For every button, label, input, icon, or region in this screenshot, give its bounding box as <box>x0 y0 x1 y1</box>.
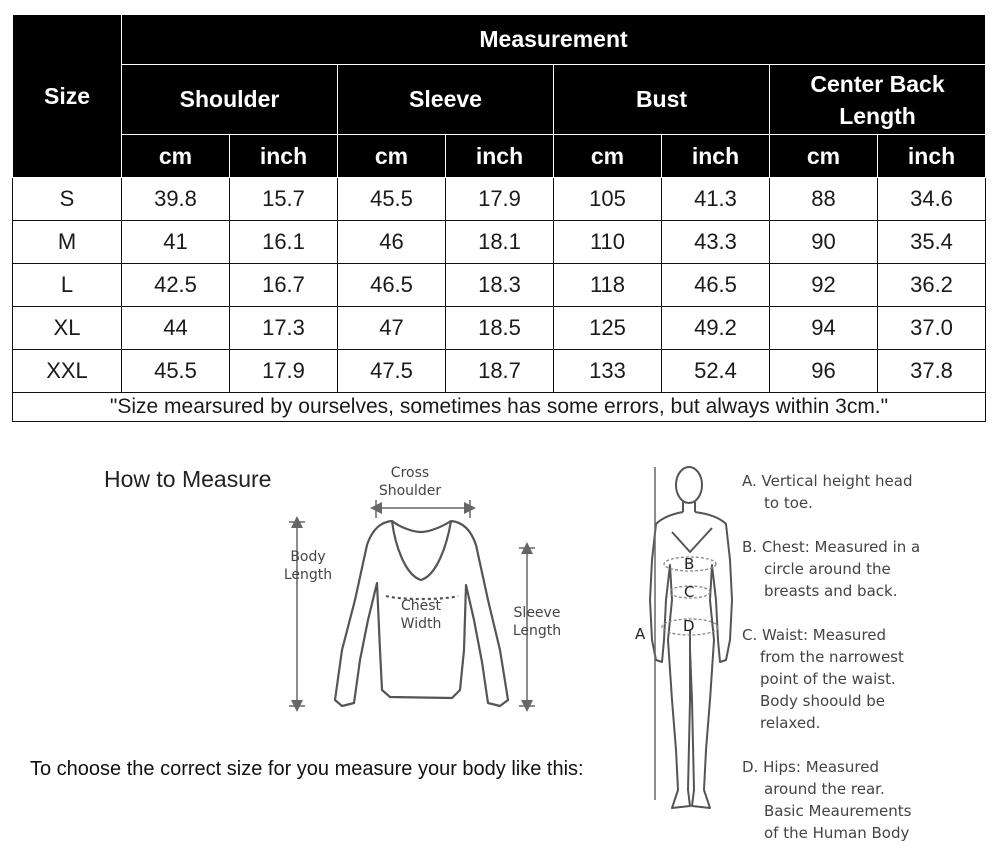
table-note: "Size mearsured by ourselves, sometimes has some errors, but always within 3cm." <box>13 393 986 422</box>
cross-shoulder-label-line-2: Shoulder <box>378 483 442 499</box>
value-cell: 118 <box>554 264 662 307</box>
legend-d-line: D. Hips: Measured <box>742 758 879 776</box>
figure-letter-c: C <box>684 583 695 601</box>
measurement-header: Measurement <box>122 15 986 65</box>
value-cell: 39.8 <box>122 178 230 221</box>
unit-cm-header: cm <box>554 135 662 178</box>
value-cell: 41.3 <box>662 178 770 221</box>
how-to-measure-title: How to Measure <box>104 466 272 492</box>
legend-c-line: point of the waist. <box>760 670 896 688</box>
size-cell: XXL <box>13 350 122 393</box>
legend-c-line: relaxed. <box>760 714 821 732</box>
legend-d-line: Basic Meaurements <box>764 802 912 820</box>
size-cell: L <box>13 264 122 307</box>
cross-shoulder-label-line-1: Cross <box>390 465 430 481</box>
value-cell: 46.5 <box>662 264 770 307</box>
size-header: Size <box>13 15 122 178</box>
value-cell: 18.5 <box>446 307 554 350</box>
size-cell: S <box>13 178 122 221</box>
unit-cm-header: cm <box>770 135 878 178</box>
figure-letter-a: A <box>635 625 646 643</box>
size-cell: XL <box>13 307 122 350</box>
legend-d-line: around the rear. <box>764 780 885 798</box>
value-cell: 49.2 <box>662 307 770 350</box>
value-cell: 43.3 <box>662 221 770 264</box>
legend-item-a <box>742 470 957 514</box>
bust-header: Bust <box>554 65 770 135</box>
value-cell: 88 <box>770 178 878 221</box>
value-cell: 94 <box>770 307 878 350</box>
legend-d-line: of the Human Body <box>764 824 910 842</box>
value-cell: 125 <box>554 307 662 350</box>
value-cell: 37.8 <box>878 350 986 393</box>
legend-a-line: A. Vertical height head <box>742 472 913 490</box>
value-cell: 90 <box>770 221 878 264</box>
cross-shoulder-line <box>376 500 470 518</box>
unit-inch-header: inch <box>662 135 770 178</box>
figure-letter-b: B <box>684 555 695 573</box>
value-cell: 110 <box>554 221 662 264</box>
value-cell: 46 <box>338 221 446 264</box>
human-figure-illustration <box>650 467 732 808</box>
value-cell: 133 <box>554 350 662 393</box>
unit-inch-header: inch <box>446 135 554 178</box>
value-cell: 18.7 <box>446 350 554 393</box>
body-length-label-line-1: Body <box>290 549 326 565</box>
figure-letter-d: D <box>683 617 695 635</box>
value-cell: 18.3 <box>446 264 554 307</box>
sleeve-length-label-line-1: Sleeve <box>513 605 561 621</box>
value-cell: 36.2 <box>878 264 986 307</box>
value-cell: 41 <box>122 221 230 264</box>
sleeve-length-label <box>505 604 569 640</box>
value-cell: 16.1 <box>230 221 338 264</box>
value-cell: 92 <box>770 264 878 307</box>
value-cell: 34.6 <box>878 178 986 221</box>
shoulder-header: Shoulder <box>122 65 338 135</box>
chest-width-label <box>391 597 451 633</box>
unit-inch-header: inch <box>230 135 338 178</box>
value-cell: 17.9 <box>230 350 338 393</box>
chest-width-label-line-2: Width <box>400 616 442 632</box>
unit-cm-header: cm <box>122 135 230 178</box>
legend-c-line: Body shoould be <box>760 692 886 710</box>
legend-b-line: B. Chest: Measured in a <box>742 538 921 556</box>
value-cell: 37.0 <box>878 307 986 350</box>
body-length-label <box>278 548 338 584</box>
value-cell: 18.1 <box>446 221 554 264</box>
value-cell: 42.5 <box>122 264 230 307</box>
legend-item-d <box>742 756 957 844</box>
sleeve-header: Sleeve <box>338 65 554 135</box>
value-cell: 35.4 <box>878 221 986 264</box>
sleeve-length-label-line-2: Length <box>512 623 562 639</box>
value-cell: 15.7 <box>230 178 338 221</box>
legend-item-b <box>742 536 957 602</box>
value-cell: 46.5 <box>338 264 446 307</box>
value-cell: 96 <box>770 350 878 393</box>
value-cell: 17.3 <box>230 307 338 350</box>
value-cell: 52.4 <box>662 350 770 393</box>
legend-c-line: from the narrowest <box>760 648 904 666</box>
unit-inch-header: inch <box>878 135 986 178</box>
center-back-length-label: Center Back Length <box>810 70 945 129</box>
value-cell: 47 <box>338 307 446 350</box>
unit-cm-header: cm <box>338 135 446 178</box>
value-cell: 45.5 <box>338 178 446 221</box>
body-length-label-line-2: Length <box>283 567 333 583</box>
cross-shoulder-label <box>378 464 442 500</box>
legend-b-line: breasts and back. <box>764 582 898 600</box>
legend-item-c <box>742 624 957 734</box>
value-cell: 44 <box>122 307 230 350</box>
value-cell: 17.9 <box>446 178 554 221</box>
legend-b-line: circle around the <box>764 560 891 578</box>
value-cell: 105 <box>554 178 662 221</box>
value-cell: 16.7 <box>230 264 338 307</box>
instruction-text: To choose the correct size for you measure your body like this: <box>30 758 584 780</box>
value-cell: 47.5 <box>338 350 446 393</box>
legend-a-line: to toe. <box>764 494 813 512</box>
size-cell: M <box>13 221 122 264</box>
legend-c-line: C. Waist: Measured <box>742 626 887 644</box>
chest-width-label-line-1: Chest <box>400 598 442 614</box>
value-cell: 45.5 <box>122 350 230 393</box>
